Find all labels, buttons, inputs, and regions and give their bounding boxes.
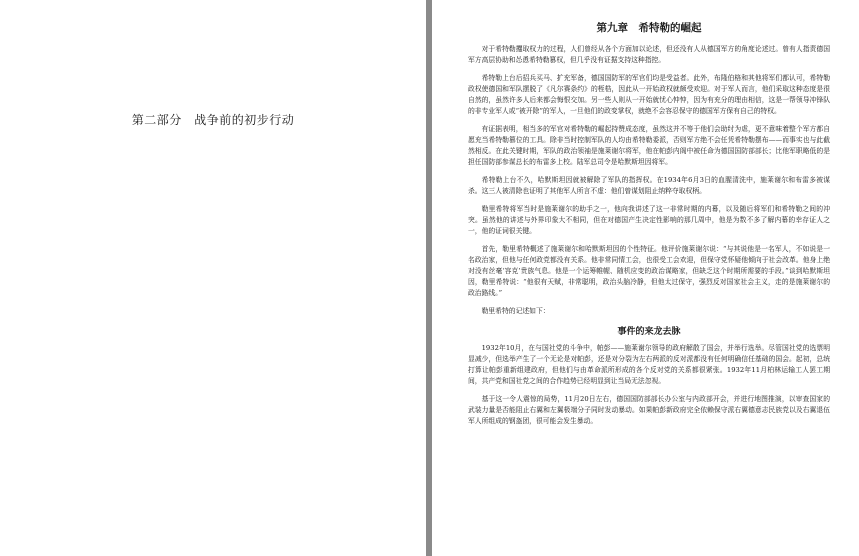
paragraph: 希特勒上台不久，哈默斯坦因就被解除了军队的指挥权。在1934年6月3日的血腥清洗中，施莱谢尔和布雷多被谋杀。这三人被清除也证明了其他军人所言不虚：他们曾谋划阻止纳粹夺取权柄。 (468, 176, 830, 195)
paragraph: 基于这一令人震惊的局势，11月20日左右，德国国防部部长办公室与内政部开会，并进行地图推演，以审查国家的武装力量是否能阻止右翼和左翼极端分子同时发动暴动。如果帕彭新政府完全依赖保守派右翼德意志民族党以及右翼退伍军人所组成的钢盔团，很可能会发生暴动。 (468, 395, 830, 425)
paragraph: 1932年10月，在与国社党的斗争中，帕彭——施莱谢尔领导的政府解散了国会，并举行选举。尽管国社党的选票明显减少，但选举产生了一个无论是对帕彭，还是对分裂为左右两派的反对派都没有任何明确信任基础的国会。起初，总统打算让帕彭重新组建政府，但他们与由革命派所形成的各个反对党的关系都很紧张。1932年11月柏林运输工人罢工期间，共产党和国社党之间的合作趋势已经明显到让当局无法忽视。 (468, 344, 830, 385)
paragraph: 首先，勒里希特概述了施莱谢尔和哈默斯坦因的个性特征。他评价施莱谢尔说：“与其说他是一名军人，不如说是一名政治家，但他与任何政党都没有关系。他非常同情工会，也很受工会欢迎，但保守党怀疑他倾向于社会改革。他身上绝对没有丝毫‘容克’贵族气息。他是一个运筹帷幄、随机应变的政治谋略家，但缺乏这个时期所需要的手段。”谈到哈默斯坦因，勒里希特说：“他很有天赋，非常聪明，政治头脑冷静，但他太过保守，强烈反对国家社会主义，走的是施莱谢尔的政治路线。” (468, 245, 830, 297)
left-page (0, 0, 426, 556)
part-title: 第二部分 战争前的初步行动 (131, 113, 295, 127)
chapter-title: 第九章 希特勒的崛起 (596, 22, 702, 34)
right-page (432, 0, 859, 556)
section-title: 事件的来龙去脉 (617, 327, 681, 337)
paragraph: 勒里希特将军当时是施莱谢尔的助手之一，他向我讲述了这一非常时期的内幕，以及随后将军们和希特勒之间的冲突。虽然他的讲述与外界印象大不相同，但在对德国产生决定性影响的那几周中，他是为数不多了解内幕的幸存证人之一，他的证词很关键。 (468, 205, 830, 235)
paragraph: 有证据表明，相当多的军官对希特勒的崛起持赞成态度，虽然这并不等于他们会助纣为虐，更不意味着整个军方都自愿充当希特勒篡位的工具。除非当时控制军队的人均由希特勒委派，否则军方绝不会任凭希特勒摆布——而事实也与此截然相反。在此关键时期，军队的政治领袖是施莱谢尔将军，他在帕彭内阁中被任命为德国国防部部长；比他军职略低的是担任国防部参谋总长的布雷多上校。陆军总司令是哈默斯坦因将军。 (468, 125, 830, 166)
paragraph: 勒里希特的记述如下： (481, 307, 550, 315)
page-content (468, 20, 830, 434)
paragraph: 对于希特勒攫取权力的过程，人们曾经从各个方面加以论述，但还没有人从德国军方的角度论述过。曾有人指责德国军方高层协助和怂恿希特勒篡权，但几乎没有证据支持这种指控。 (468, 45, 830, 64)
paragraph: 希特勒上台后招兵买马、扩充军备，德国国防军的军官们均是受益者。此外，布隆伯格和其他将军们都认可，希特勒政权使德国和军队摆脱了《凡尔赛条约》的桎梏，因此从一开始政权就颇受欢迎。对于军人而言，他们采取这种态度是很自然的，虽然许多人后来都会悔恨交加。另一些人则从一开始就忧心忡忡，因为有充分的理由相信，这是一帮领导冲锋队的非专业军人或“被开除”的军人，一旦他们的政变掌权，就绝不会容忍保守的德国军方保有自己的特权。 (468, 74, 830, 115)
